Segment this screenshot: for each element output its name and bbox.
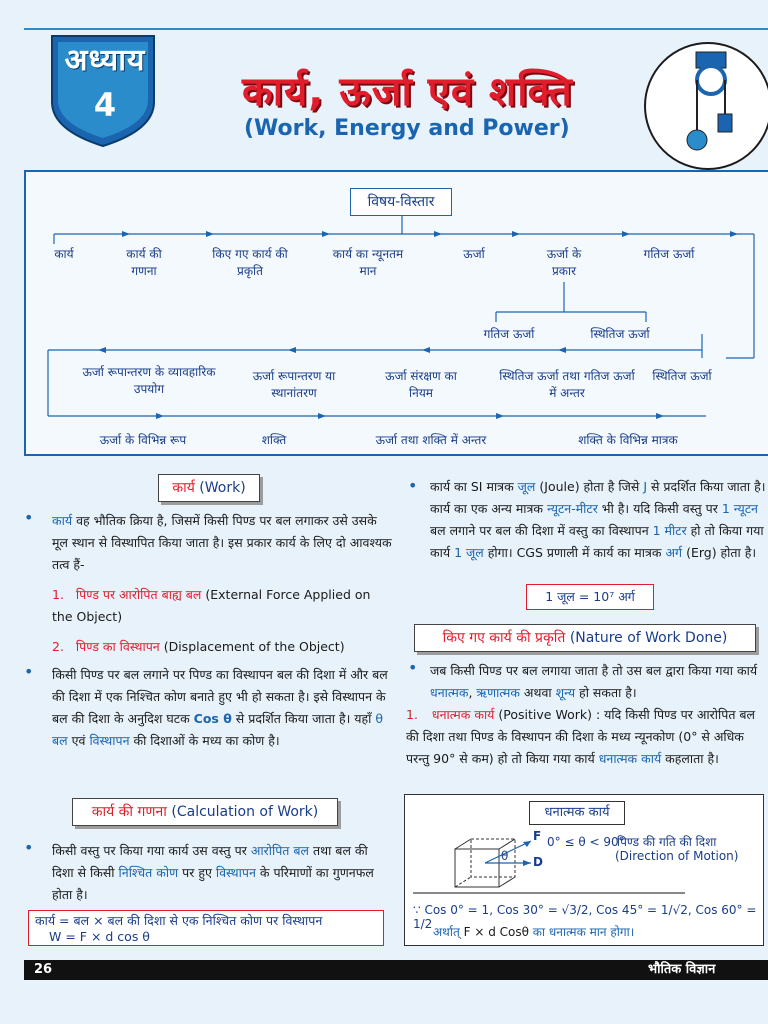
si-part-f: हो तो किया गया कार्य — [430, 523, 764, 560]
nature-part-c: अथवा — [519, 685, 556, 700]
work-formula-box — [28, 910, 384, 946]
result-part-c: का धनात्मक मान होगा। — [532, 925, 635, 939]
element-1 — [52, 584, 392, 628]
para2-cos-theta: Cos θ — [193, 711, 232, 726]
work-definition — [52, 510, 392, 576]
positive-work-number: 1. — [406, 707, 418, 722]
nature-heading-hindi: किए गए कार्य की प्रकृति — [442, 630, 566, 646]
outline-node-work: कार्य — [54, 247, 74, 261]
formula-line-1: कार्य = बल × बल की दिशा से एक निश्चित कोण पर विस्थापन — [35, 913, 323, 928]
bullet-icon: • — [408, 476, 418, 495]
para2-theta-force: θ बल — [52, 711, 384, 748]
si-part-g: होगा। CGS प्रणाली में कार्य का मात्रक — [483, 545, 666, 560]
si-part-e: बल लगाने पर बल की दिशा में वस्तु का विस्थापन — [430, 523, 653, 538]
nature-part-b: , — [468, 685, 477, 700]
calc-part-a: किसी वस्तु पर किया गया कार्य उस वस्तु पर — [52, 843, 251, 858]
outline-node-nature: किए गए कार्य की प्रकृति — [212, 247, 288, 278]
outline-node-energy-types: ऊर्जा के प्रकार — [546, 247, 582, 278]
outline-node-min-value: कार्य का न्यूनतम मान — [332, 247, 404, 278]
bullet-icon: • — [24, 662, 34, 681]
outline-node-energy-forms: ऊर्जा के विभिन्न रूप — [99, 433, 187, 447]
si-unit-paragraph — [430, 476, 766, 564]
section-heading-nature — [414, 624, 756, 652]
para2-part-b: से प्रदर्शित किया जाता है। यहाँ — [231, 711, 376, 726]
calc-heading-hindi: कार्य की गणना — [91, 804, 167, 820]
force-vector-label: F — [533, 829, 542, 843]
element-2 — [52, 636, 392, 658]
outline-node-potential-2: स्थितिज ऊर्जा — [652, 369, 712, 383]
outline-node-power: शक्ति — [261, 433, 287, 447]
element-2-english: (Displacement of the Object) — [159, 639, 345, 654]
si-part-c: से प्रदर्शित किया जाता है। कार्य का एक अन्य मात्रक — [430, 479, 766, 516]
result-formula: F × d Cosθ — [459, 925, 533, 939]
chapter-label: अध्याय — [64, 43, 146, 78]
element-1-number: 1. — [52, 587, 64, 602]
displacement-paragraph — [52, 664, 392, 752]
calc-heading-english: (Calculation of Work) — [171, 804, 319, 820]
chapter-title-english: (Work, Energy and Power) — [244, 116, 570, 141]
nature-positive: धनात्मक — [430, 685, 469, 700]
para2-part-c: एवं — [67, 733, 90, 748]
si-1-meter: 1 मीटर — [652, 523, 687, 538]
si-part-d: भी है। यदि किसी वस्तु पर — [597, 501, 722, 516]
work-term: कार्य — [52, 513, 73, 528]
chapter-title-hindi: कार्य, ऊर्जा एवं शक्ति — [242, 69, 573, 115]
para2-part-a: किसी पिण्ड पर बल लगाने पर पिण्ड का विस्थापन बल की दिशा में और बल की दिशा में एक निश्चित कोण बनाते हुए भी हो सकता है। इसे विस्थापन के बल की दिशा के अनुदिश घटक — [52, 667, 388, 726]
calc-displacement: विस्थापन — [215, 865, 256, 880]
si-1-newton: 1 न्यूटन — [721, 501, 758, 516]
si-1-joule: 1 जूल — [454, 545, 484, 560]
calc-fixed-angle: निश्चित कोण — [118, 865, 179, 880]
element-1-hindi: पिण्ड पर आरोपित बाह्य बल — [75, 587, 202, 602]
diagram-title: धनात्मक कार्य — [529, 801, 625, 825]
nature-part-d: हो सकता है। — [575, 685, 637, 700]
calc-part-d: के परिमाणों का गुणनफल होता है। — [52, 865, 374, 902]
work-heading-hindi: कार्य — [172, 480, 195, 496]
outline-node-kinetic: गतिज ऊर्जा — [643, 247, 695, 261]
outline-node-potential: स्थितिज ऊर्जा — [590, 327, 650, 341]
si-j: J — [643, 479, 647, 494]
page-number: 26 — [34, 962, 53, 977]
outline-node-energy-power-diff: ऊर्जा तथा शक्ति में अन्तर — [375, 433, 487, 447]
calc-applied-force: आरोपित बल — [250, 843, 310, 858]
outline-node-kinetic-2: गतिज ऊर्जा — [483, 327, 535, 341]
outline-root: विषय-विस्तार — [350, 188, 452, 216]
nature-zero: शून्य — [555, 685, 576, 700]
nature-paragraph — [430, 660, 766, 704]
calc-part-b: तथा बल की दिशा से किसी — [52, 843, 368, 880]
element-1-english: (External Force Applied on the Object) — [52, 587, 371, 624]
nature-negative: ऋणात्मक — [476, 685, 520, 700]
nature-part-a: जब किसी पिण्ड पर बल लगाया जाता है तो उस बल द्वारा किया गया कार्य — [430, 663, 758, 678]
para2-part-d: की दिशाओं के मध्य का कोण है। — [129, 733, 280, 748]
theta-label: θ — [501, 849, 509, 863]
positive-work-diagram — [404, 794, 764, 946]
outline-node-difference: स्थितिज ऊर्जा तथा गतिज ऊर्जा में अन्तर — [499, 369, 635, 400]
bullet-icon: • — [408, 658, 418, 677]
result-part-a: अर्थात् — [433, 925, 460, 939]
positive-work-paragraph — [406, 704, 766, 770]
para2-displacement: विस्थापन — [89, 733, 130, 748]
nature-heading-english: (Nature of Work Done) — [569, 630, 728, 646]
si-newton-meter: न्यूटन-मीटर — [547, 501, 598, 516]
formula-line-2: W = F × d cos θ — [49, 929, 150, 944]
si-part-h: (Erg) होता है। — [682, 545, 757, 560]
work-heading-english: (Work) — [199, 480, 246, 496]
positive-work-hindi: धनात्मक कार्य — [431, 707, 495, 722]
motion-direction-hindi: पिण्ड की गति की दिशा — [617, 835, 717, 849]
outline-node-transform-uses: ऊर्जा रूपान्तरण के व्यावहारिक उपयोग — [82, 365, 216, 396]
displacement-vector-label: D — [533, 855, 543, 869]
angle-range: 0° ≤ θ < 90° — [547, 835, 625, 849]
diagram-result — [433, 923, 634, 940]
si-joule: जूल — [517, 479, 536, 494]
outline-node-power-units: शक्ति के विभिन्न मात्रक — [578, 433, 678, 447]
element-2-number: 2. — [52, 639, 64, 654]
outline-node-energy: ऊर्जा — [463, 247, 485, 261]
positive-work-end: कहलाता है। — [661, 751, 719, 766]
element-2-hindi: पिण्ड का विस्थापन — [75, 639, 160, 654]
outline-node-calc: कार्य की गणना — [126, 247, 162, 278]
chapter-number: 4 — [93, 86, 117, 124]
positive-work-text: (Positive Work) : यदि किसी पिण्ड पर आरोपित बल की दिशा तथा पिण्ड के विस्थापन की दिशा के मध्य न्यूनकोण (0° से अधिक परन्तु 90° से कम) हो तो किया गया कार्य — [406, 707, 756, 766]
joule-erg-box: 1 जूल = 10⁷ अर्ग — [526, 584, 654, 610]
si-part-a: कार्य का SI मात्रक — [430, 479, 518, 494]
outline-node-transform: ऊर्जा रूपान्तरण या स्थानांतरण — [252, 369, 336, 400]
subject-name: भौतिक विज्ञान — [648, 962, 716, 977]
cosine-values: ∵ Cos 0° = 1, Cos 30° = √3/2, Cos 45° = 1/√2, Cos 60° = 1/2 — [413, 903, 757, 931]
section-heading-work — [158, 474, 260, 502]
work-definition-text: वह भौतिक क्रिया है, जिसमें किसी पिण्ड पर बल लगाकर उसे उसके मूल स्थान से विस्थापित किया जाता है। इस प्रकार कार्य के लिए दो आवश्यक तत्व हैं- — [52, 513, 392, 572]
si-part-b: (Joule) होता है जिसे — [535, 479, 644, 494]
section-heading-calculation — [72, 798, 338, 826]
positive-work-term: धनात्मक कार्य — [598, 751, 662, 766]
si-erg: अर्ग — [665, 545, 683, 560]
pulley-illustration — [644, 42, 768, 170]
bullet-icon: • — [24, 838, 34, 857]
calculation-paragraph — [52, 840, 392, 906]
calc-part-c: पर हुए — [178, 865, 216, 880]
motion-direction-english: (Direction of Motion) — [615, 849, 739, 863]
bullet-icon: • — [24, 508, 34, 527]
outline-node-conservation: ऊर्जा संरक्षण का नियम — [385, 369, 457, 400]
pulley-icon — [646, 44, 768, 168]
